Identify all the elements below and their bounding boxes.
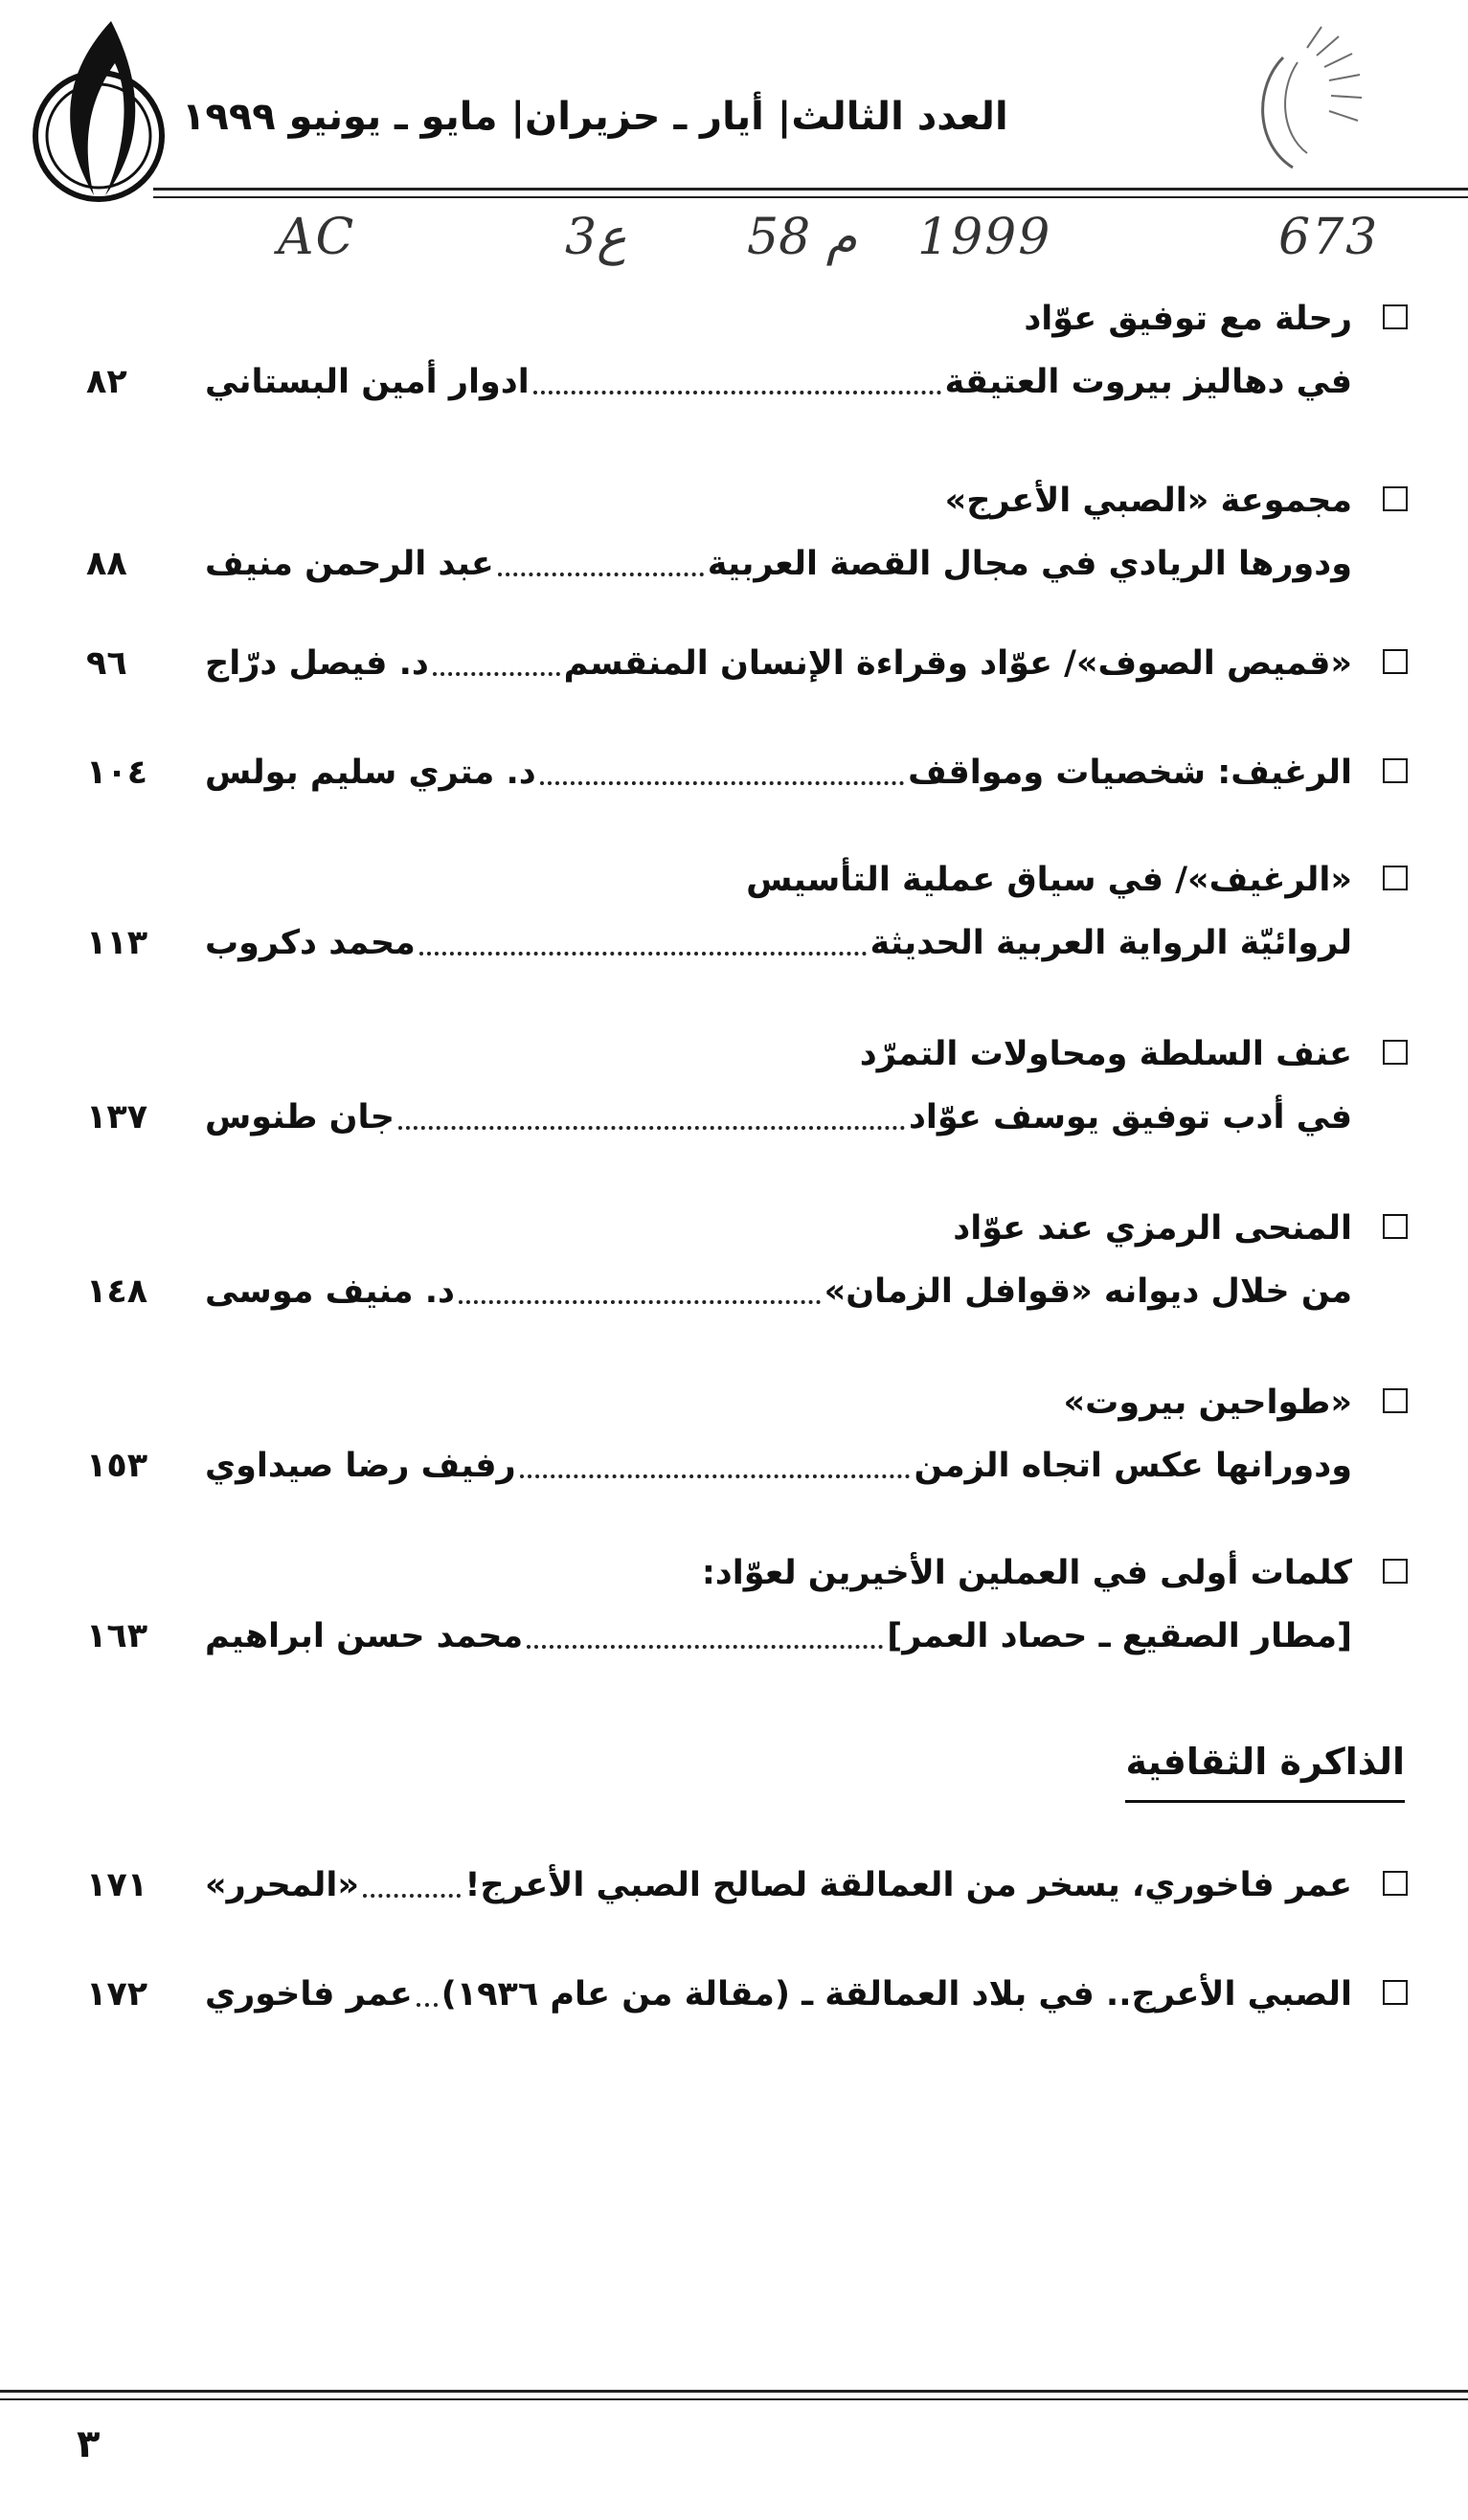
section-entry	[86, 1859, 1408, 1911]
entry-page-number: ١٤٨	[86, 1272, 148, 1311]
entry-page-number: ٩٦	[86, 644, 127, 683]
checkbox-icon	[1383, 486, 1408, 511]
toc-entry-lead: كلمات أولى في العملين الأخيرين لعوّاد:	[86, 1547, 1408, 1599]
entry-page-number: ١٣٧	[86, 1098, 148, 1136]
checkbox-icon	[1383, 649, 1408, 674]
toc-entry	[86, 1203, 1408, 1317]
toc-entry-lead: «طواحين بيروت»	[86, 1377, 1408, 1429]
header-rule	[153, 188, 1468, 191]
handwritten-note-1: AC	[278, 209, 356, 266]
section-entry	[86, 1969, 1408, 2020]
handwritten-note-2: 3ع	[565, 209, 627, 266]
entry-page-number: ١١٣	[86, 924, 148, 962]
toc-entry-row	[86, 638, 1408, 689]
toc-entry	[86, 638, 1408, 689]
entry-title: عمر فاخوري، يسخر من العمالقة لصالح الصبي الأعرج!	[464, 1866, 1352, 1904]
dot-leader	[417, 1993, 438, 2007]
dot-leader	[527, 1635, 883, 1649]
checkbox-icon	[1383, 1040, 1408, 1065]
toc-entry-lead: المنحى الرمزي عند عوّاد	[86, 1203, 1408, 1254]
entry-author: جان طنوس	[205, 1098, 395, 1136]
toc-entry-row	[86, 1610, 1408, 1662]
toc-entry	[86, 854, 1408, 969]
sun-emblem-icon	[1226, 19, 1369, 191]
entry-author: د. فيصل درّاج	[205, 644, 429, 683]
toc-entry	[86, 1028, 1408, 1143]
toc-entry-lead: «الرغيف»/ في سياق عملية التأسيس	[86, 854, 1408, 906]
toc-entry-row	[86, 1969, 1408, 2020]
journal-logo-icon	[27, 13, 170, 205]
toc-entry-row	[86, 1266, 1408, 1317]
entry-author: «المحرر»	[205, 1866, 359, 1904]
entry-author: عبد الرحمن منيف	[205, 545, 494, 583]
entry-title: الرغيف: شخصيات ومواقف	[908, 754, 1352, 792]
toc-entry	[86, 293, 1408, 408]
entry-page-number: ١٥٣	[86, 1447, 148, 1485]
entry-page-number: ٨٢	[86, 363, 127, 401]
toc-entry-lead: عنف السلطة ومحاولات التمرّد	[86, 1028, 1408, 1080]
toc-entry	[86, 1377, 1408, 1492]
entry-author: محمد حسن ابراهيم	[205, 1617, 524, 1655]
checkbox-icon	[1383, 866, 1408, 890]
toc-entry	[86, 1547, 1408, 1662]
toc-entry	[86, 475, 1408, 590]
entry-author: ادوار أمين البستاني	[205, 363, 530, 401]
entry-title: ودورها الريادي في مجال القصة العربية	[707, 545, 1352, 583]
entry-author: د. متري سليم بولس	[205, 754, 536, 792]
entry-title: في دهاليز بيروت العتيقة	[944, 363, 1352, 401]
entry-page-number: ٨٨	[86, 545, 127, 583]
toc-entry-row	[86, 538, 1408, 590]
entry-title: [مطار الصقيع ـ حصاد العمر]	[887, 1617, 1352, 1655]
checkbox-icon	[1383, 1388, 1408, 1413]
toc-entry-row	[86, 1440, 1408, 1492]
footer-rule	[0, 2390, 1468, 2393]
handwritten-note-3: 58 م	[747, 209, 857, 266]
entry-author: رفيف رضا صيداوي	[205, 1447, 516, 1485]
entry-author: د. منيف موسى	[205, 1272, 455, 1311]
page-number: ٣	[77, 2422, 101, 2466]
entry-page-number: ١٠٤	[86, 754, 148, 792]
toc-entry-row	[86, 356, 1408, 408]
toc-entry-row	[86, 1091, 1408, 1143]
handwritten-note-5: 673	[1278, 209, 1380, 266]
entry-title: لروائيّة الرواية العربية الحديثة	[870, 924, 1352, 962]
dot-leader	[363, 1884, 461, 1898]
checkbox-icon	[1383, 1871, 1408, 1896]
entry-page-number: ١٦٣	[86, 1617, 148, 1655]
toc-entry-row	[86, 917, 1408, 969]
header-rule-thin	[153, 196, 1468, 198]
entry-title: الصبي الأعرج.. في بلاد العمالقة ـ (مقالة من عام ١٩٣٦)	[440, 1975, 1352, 2014]
issue-line: العدد الثالث| أيار ـ حزيران| مايو ـ يونيو ١٩٩٩	[182, 95, 1008, 139]
entry-title: «قميص الصوف»/ عوّاد وقراءة الإنسان المنقسم	[563, 644, 1352, 683]
toc-entry-row	[86, 1859, 1408, 1911]
toc-entry	[86, 747, 1408, 799]
dot-leader	[540, 772, 904, 785]
entry-title: في أدب توفيق يوسف عوّاد	[908, 1098, 1352, 1136]
checkbox-icon	[1383, 758, 1408, 783]
checkbox-icon	[1383, 1214, 1408, 1239]
section-heading: الذاكرة الثقافية	[1125, 1733, 1405, 1803]
dot-leader	[533, 381, 941, 394]
dot-leader	[433, 663, 560, 676]
toc-entry-lead: مجموعة «الصبي الأعرج»	[86, 475, 1408, 527]
checkbox-icon	[1383, 1559, 1408, 1584]
entry-title: من خلال ديوانه «قوافل الزمان»	[824, 1272, 1352, 1311]
checkbox-icon	[1383, 1980, 1408, 2005]
footer-rule-thin	[0, 2398, 1468, 2400]
toc-entry-lead: رحلة مع توفيق عوّاد	[86, 293, 1408, 345]
entry-author: عمر فاخوري	[205, 1975, 413, 2014]
entry-author: محمد دكروب	[205, 924, 416, 962]
dot-leader	[398, 1116, 905, 1130]
dot-leader	[459, 1291, 821, 1304]
toc-entry-row	[86, 747, 1408, 799]
dot-leader	[520, 1465, 911, 1478]
entry-title: ودورانها عكس اتجاه الزمن	[914, 1447, 1352, 1485]
entry-page-number: ١٧١	[86, 1866, 148, 1904]
handwritten-note-4: 1999	[917, 209, 1052, 266]
checkbox-icon	[1383, 304, 1408, 329]
entry-page-number: ١٧٢	[86, 1975, 148, 2014]
dot-leader	[419, 942, 867, 956]
dot-leader	[498, 563, 704, 576]
